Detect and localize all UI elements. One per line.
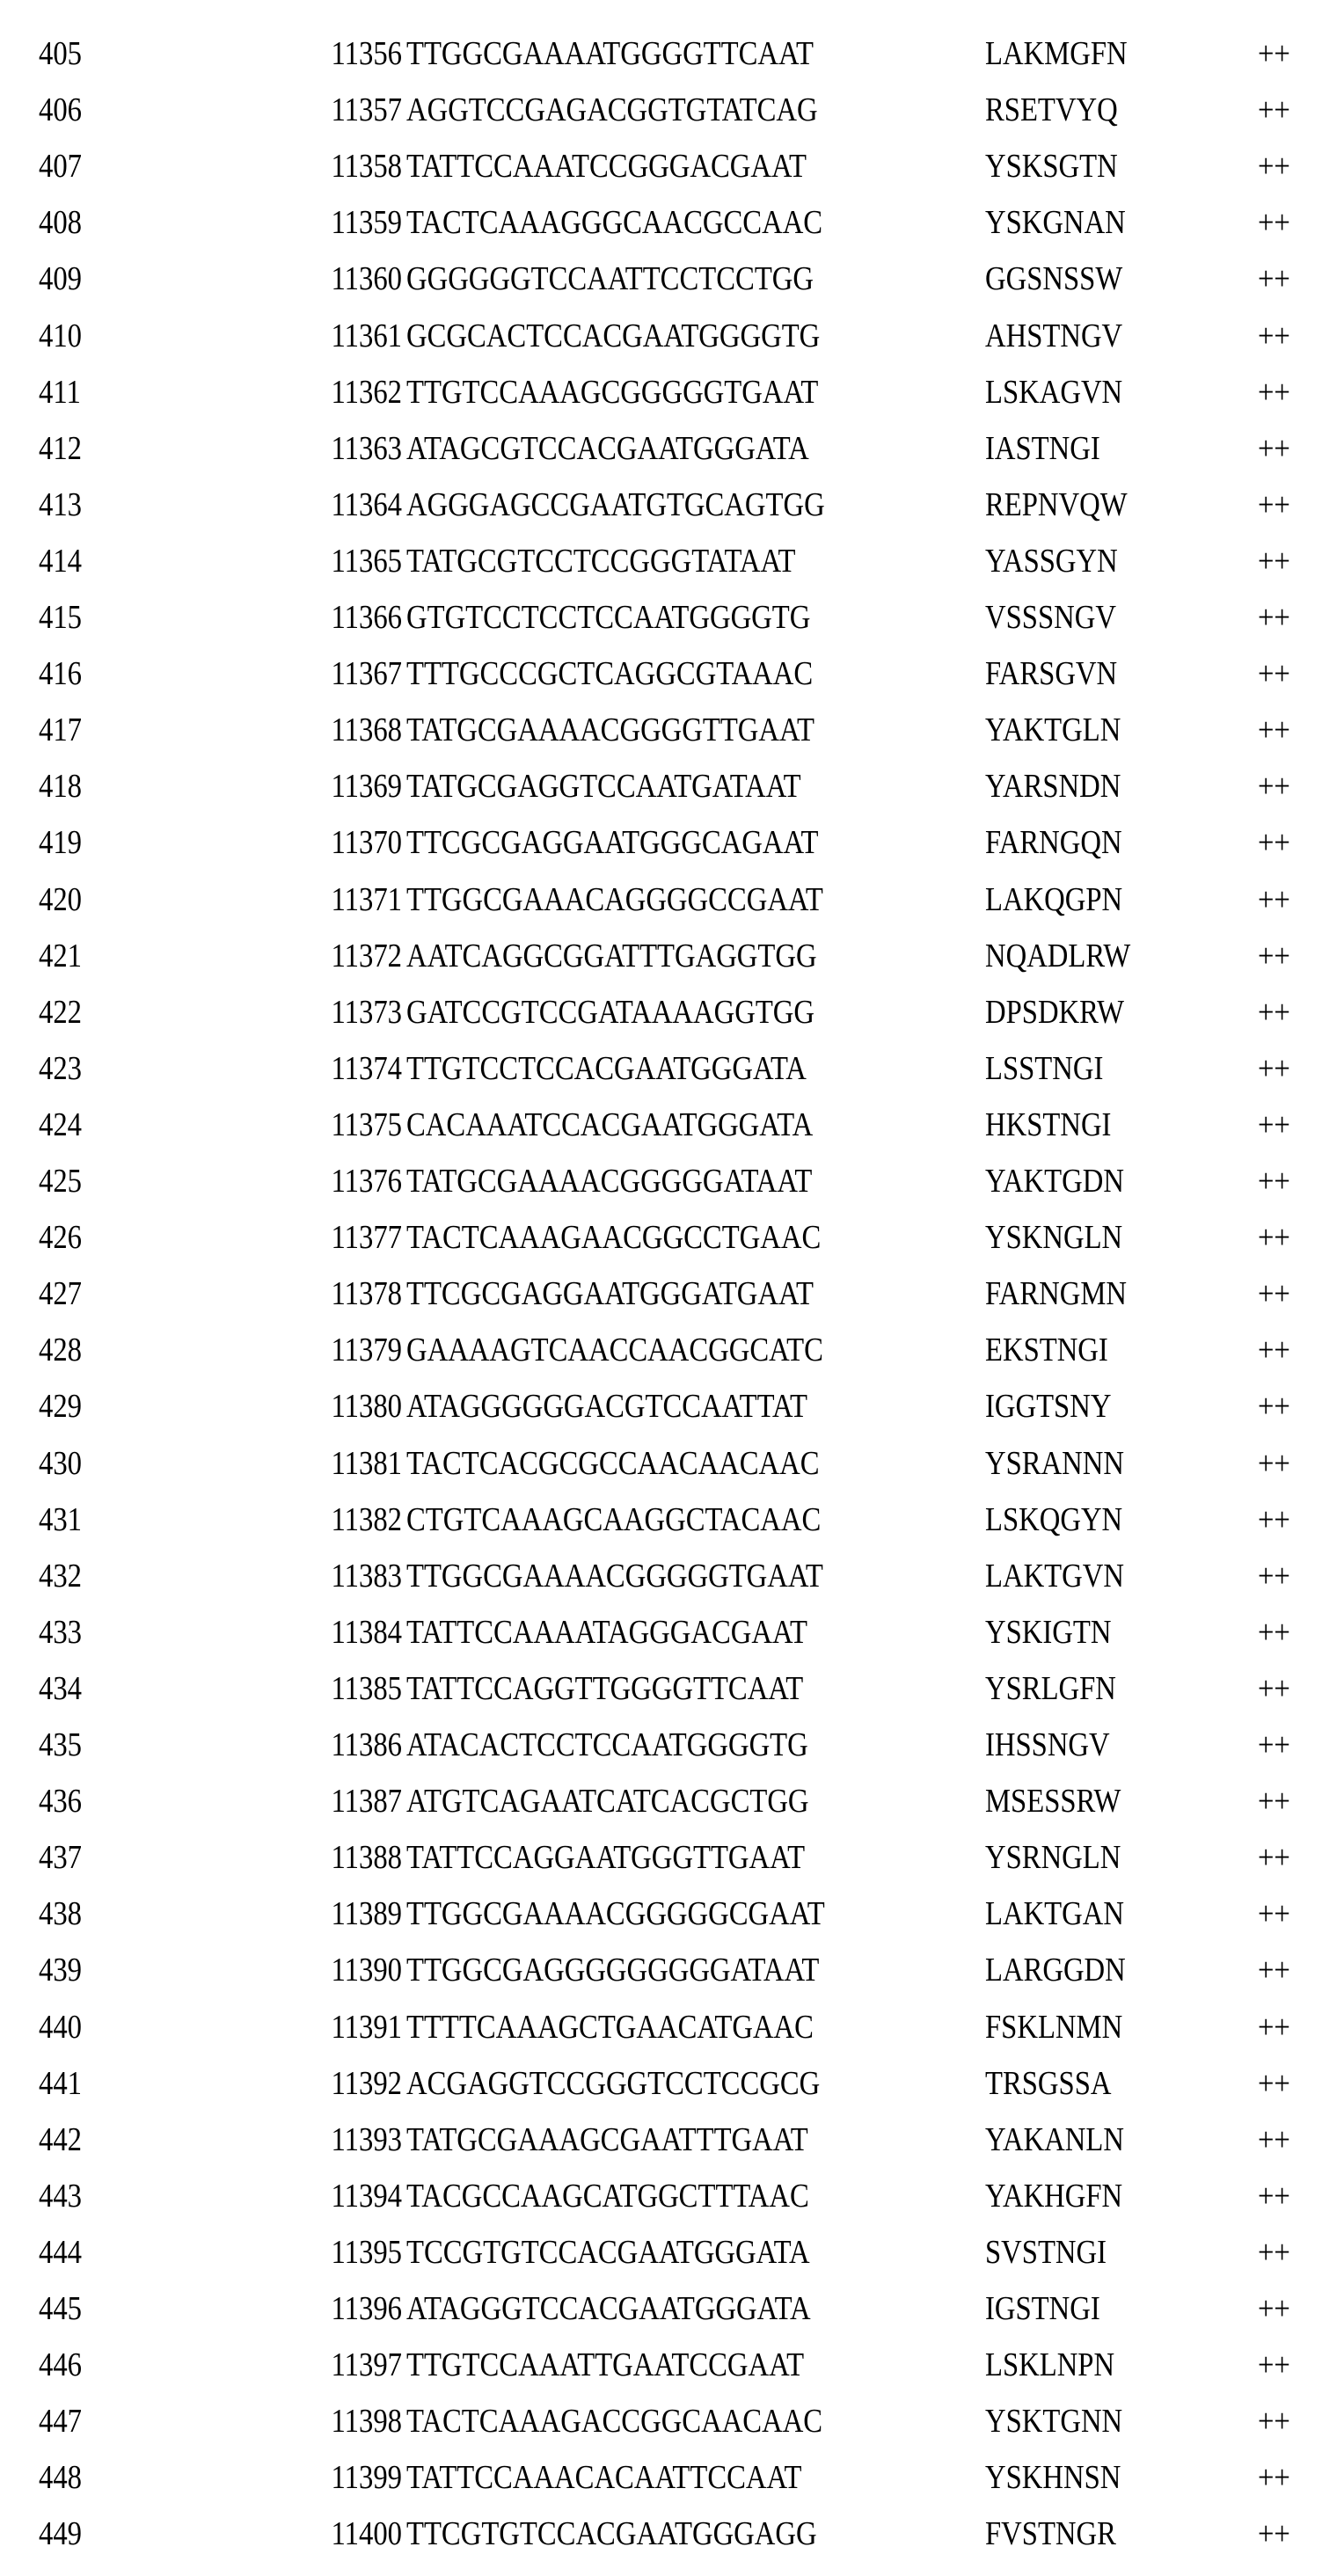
peptide-sequence: RSETVYQ: [985, 82, 1118, 138]
dna-sequence: TATTCCAAATCCGGGACGAAT: [406, 138, 807, 194]
seq-id: 11375: [318, 1097, 402, 1153]
dna-sequence: TCCGTGTCCACGAATGGGATA: [406, 2224, 810, 2280]
row-index: 447: [39, 2393, 82, 2449]
dna-sequence: TTCGCGAGGAATGGGCAGAAT: [406, 814, 818, 871]
dna-sequence: TTCGTGTCCACGAATGGGAGG: [406, 2506, 817, 2562]
seq-id: 11369: [318, 758, 402, 814]
peptide-sequence: FSKLNMN: [985, 1999, 1122, 2055]
activity-score: ++: [1258, 308, 1290, 364]
table-row: [0, 2506, 1344, 2562]
activity-score: ++: [1258, 1717, 1290, 1773]
activity-score: ++: [1258, 1378, 1290, 1434]
dna-sequence: TATTCCAGGTTGGGGTTCAAT: [406, 1660, 803, 1717]
seq-id: 11388: [318, 1829, 402, 1886]
row-index: 438: [39, 1886, 82, 1942]
table-row: [0, 1153, 1344, 1209]
peptide-sequence: LAKTGVN: [985, 1548, 1124, 1604]
dna-sequence: ATAGGGTCCACGAATGGGATA: [406, 2280, 811, 2337]
peptide-sequence: YASSGYN: [985, 533, 1118, 589]
table-row: [0, 1492, 1344, 1548]
dna-sequence: TACTCAAAGGGCAACGCCAAC: [406, 194, 822, 251]
dna-sequence: ACGAGGTCCGGGTCCTCCGCG: [406, 2055, 820, 2112]
table-row: [0, 1660, 1344, 1717]
peptide-sequence: REPNVQW: [985, 477, 1128, 533]
peptide-sequence: IHSSNGV: [985, 1717, 1110, 1773]
peptide-sequence: IGGTSNY: [985, 1378, 1111, 1434]
dna-sequence: TATTCCAAACACAATTCCAAT: [406, 2449, 801, 2506]
dna-sequence: TTTTCAAAGCTGAACATGAAC: [406, 1999, 814, 2055]
table-row: [0, 2224, 1344, 2280]
row-index: 430: [39, 1435, 82, 1492]
dna-sequence: TTGGCGAAAATGGGGTTCAAT: [406, 26, 814, 82]
dna-sequence: TTGGCGAAACAGGGGCCGAAT: [406, 872, 823, 928]
row-index: 444: [39, 2224, 82, 2280]
row-index: 429: [39, 1378, 82, 1434]
peptide-sequence: LSKQGYN: [985, 1492, 1122, 1548]
row-index: 410: [39, 308, 82, 364]
activity-score: ++: [1258, 702, 1290, 758]
table-row: [0, 814, 1344, 871]
activity-score: ++: [1258, 2224, 1290, 2280]
peptide-sequence: NQADLRW: [985, 928, 1130, 984]
dna-sequence: TACTCACGCGCCAACAACAAC: [406, 1435, 819, 1492]
table-row: [0, 2280, 1344, 2337]
peptide-sequence: LSKLNPN: [985, 2337, 1114, 2393]
peptide-sequence: EKSTNGI: [985, 1322, 1108, 1378]
dna-sequence: TTCGCGAGGAATGGGATGAAT: [406, 1266, 814, 1322]
row-index: 440: [39, 1999, 82, 2055]
dna-sequence: TTGGCGAAAACGGGGGTGAAT: [406, 1548, 823, 1604]
activity-score: ++: [1258, 814, 1290, 871]
table-row: [0, 1829, 1344, 1886]
table-row: [0, 2337, 1344, 2393]
seq-id: 11396: [318, 2280, 402, 2337]
table-row: [0, 1322, 1344, 1378]
row-index: 449: [39, 2506, 82, 2562]
activity-score: ++: [1258, 364, 1290, 420]
peptide-sequence: SVSTNGI: [985, 2224, 1107, 2280]
peptide-sequence: LAKMGFN: [985, 26, 1128, 82]
peptide-sequence: DPSDKRW: [985, 984, 1124, 1040]
seq-id: 11397: [318, 2337, 402, 2393]
peptide-sequence: YSKSGTN: [985, 138, 1118, 194]
peptide-sequence: YSKIGTN: [985, 1604, 1111, 1660]
peptide-sequence: YSRLGFN: [985, 1660, 1116, 1717]
table-row: [0, 1942, 1344, 1998]
row-index: 412: [39, 420, 82, 477]
seq-id: 11370: [318, 814, 402, 871]
activity-score: ++: [1258, 2449, 1290, 2506]
activity-score: ++: [1258, 1604, 1290, 1660]
table-row: [0, 928, 1344, 984]
peptide-sequence: MSESSRW: [985, 1773, 1121, 1829]
peptide-sequence: YARSNDN: [985, 758, 1121, 814]
peptide-sequence: TRSGSSA: [985, 2055, 1111, 2112]
row-index: 422: [39, 984, 82, 1040]
row-index: 407: [39, 138, 82, 194]
dna-sequence: TACTCAAAGACCGGCAACAAC: [406, 2393, 822, 2449]
peptide-sequence: YAKTGDN: [985, 1153, 1124, 1209]
dna-sequence: AGGTCCGAGACGGTGTATCAG: [406, 82, 818, 138]
table-row: [0, 308, 1344, 364]
seq-id: 11360: [318, 251, 402, 307]
dna-sequence: TTGGCGAAAACGGGGGCGAAT: [406, 1886, 825, 1942]
activity-score: ++: [1258, 984, 1290, 1040]
peptide-sequence: LSSTNGI: [985, 1040, 1103, 1097]
seq-id: 11380: [318, 1378, 402, 1434]
activity-score: ++: [1258, 1886, 1290, 1942]
table-row: [0, 1097, 1344, 1153]
dna-sequence: ATGTCAGAATCATCACGCTGG: [406, 1773, 809, 1829]
dna-sequence: AGGGAGCCGAATGTGCAGTGG: [406, 477, 825, 533]
activity-score: ++: [1258, 2506, 1290, 2562]
row-index: 417: [39, 702, 82, 758]
row-index: 420: [39, 872, 82, 928]
row-index: 421: [39, 928, 82, 984]
peptide-sequence: LAKTGAN: [985, 1886, 1124, 1942]
row-index: 434: [39, 1660, 82, 1717]
peptide-sequence: AHSTNGV: [985, 308, 1122, 364]
peptide-sequence: YAKHGFN: [985, 2168, 1122, 2224]
table-row: [0, 1040, 1344, 1097]
row-index: 411: [39, 364, 81, 420]
activity-score: ++: [1258, 2055, 1290, 2112]
peptide-sequence: LAKQGPN: [985, 872, 1122, 928]
activity-score: ++: [1258, 2168, 1290, 2224]
activity-score: ++: [1258, 1097, 1290, 1153]
seq-id: 11393: [318, 2112, 402, 2168]
dna-sequence: GATCCGTCCGATAAAAGGTGG: [406, 984, 814, 1040]
row-index: 437: [39, 1829, 82, 1886]
peptide-sequence: LARGGDN: [985, 1942, 1126, 1998]
dna-sequence: TATTCCAAAATAGGGACGAAT: [406, 1604, 807, 1660]
table-row: [0, 1378, 1344, 1434]
row-index: 426: [39, 1209, 82, 1266]
table-row: [0, 758, 1344, 814]
seq-id: 11366: [318, 589, 402, 646]
dna-sequence: GCGCACTCCACGAATGGGGTG: [406, 308, 820, 364]
row-index: 439: [39, 1942, 82, 1998]
seq-id: 11373: [318, 984, 402, 1040]
seq-id: 11391: [318, 1999, 402, 2055]
table-row: [0, 646, 1344, 702]
seq-id: 11384: [318, 1604, 402, 1660]
peptide-sequence: FARSGVN: [985, 646, 1117, 702]
activity-score: ++: [1258, 533, 1290, 589]
table-row: [0, 82, 1344, 138]
activity-score: ++: [1258, 1492, 1290, 1548]
peptide-sequence: LSKAGVN: [985, 364, 1122, 420]
row-index: 408: [39, 194, 82, 251]
seq-id: 11381: [318, 1435, 402, 1492]
activity-score: ++: [1258, 1548, 1290, 1604]
seq-id: 11372: [318, 928, 402, 984]
seq-id: 11385: [318, 1660, 402, 1717]
activity-score: ++: [1258, 1942, 1290, 1998]
row-index: 423: [39, 1040, 82, 1097]
seq-id: 11362: [318, 364, 402, 420]
activity-score: ++: [1258, 26, 1290, 82]
table-row: [0, 984, 1344, 1040]
table-row: [0, 702, 1344, 758]
table-row: [0, 1999, 1344, 2055]
dna-sequence: TATGCGTCCTCCGGGTATAAT: [406, 533, 795, 589]
row-index: 425: [39, 1153, 82, 1209]
table-row: [0, 1435, 1344, 1492]
activity-score: ++: [1258, 1773, 1290, 1829]
table-row: [0, 364, 1344, 420]
peptide-sequence: FARNGQN: [985, 814, 1122, 871]
row-index: 409: [39, 251, 82, 307]
activity-score: ++: [1258, 477, 1290, 533]
row-index: 419: [39, 814, 82, 871]
row-index: 432: [39, 1548, 82, 1604]
table-row: [0, 589, 1344, 646]
activity-score: ++: [1258, 251, 1290, 307]
dna-sequence: AATCAGGCGGATTTGAGGTGG: [406, 928, 817, 984]
row-index: 416: [39, 646, 82, 702]
activity-score: ++: [1258, 758, 1290, 814]
row-index: 442: [39, 2112, 82, 2168]
table-row: [0, 1209, 1344, 1266]
activity-score: ++: [1258, 1266, 1290, 1322]
seq-id: 11382: [318, 1492, 402, 1548]
dna-sequence: TATGCGAAAGCGAATTTGAAT: [406, 2112, 808, 2168]
table-row: [0, 420, 1344, 477]
row-index: 413: [39, 477, 82, 533]
activity-score: ++: [1258, 1660, 1290, 1717]
peptide-sequence: IGSTNGI: [985, 2280, 1100, 2337]
dna-sequence: TTTGCCCGCTCAGGCGTAAAC: [406, 646, 813, 702]
activity-score: ++: [1258, 420, 1290, 477]
seq-id: 11361: [318, 308, 402, 364]
activity-score: ++: [1258, 1153, 1290, 1209]
activity-score: ++: [1258, 1999, 1290, 2055]
dna-sequence: CACAAATCCACGAATGGGATA: [406, 1097, 813, 1153]
row-index: 448: [39, 2449, 82, 2506]
peptide-sequence: FARNGMN: [985, 1266, 1127, 1322]
row-index: 433: [39, 1604, 82, 1660]
seq-id: 11368: [318, 702, 402, 758]
seq-id: 11371: [318, 872, 402, 928]
peptide-sequence: YSKHNSN: [985, 2449, 1121, 2506]
dna-sequence: GGGGGGTCCAATTCCTCCTGG: [406, 251, 814, 307]
seq-id: 11357: [318, 82, 402, 138]
peptide-sequence: FVSTNGR: [985, 2506, 1116, 2562]
dna-sequence: CTGTCAAAGCAAGGCTACAAC: [406, 1492, 821, 1548]
dna-sequence: TATTCCAGGAATGGGTTGAAT: [406, 1829, 805, 1886]
activity-score: ++: [1258, 1209, 1290, 1266]
row-index: 428: [39, 1322, 82, 1378]
activity-score: ++: [1258, 2112, 1290, 2168]
table-row: [0, 1548, 1344, 1604]
seq-id: 11374: [318, 1040, 402, 1097]
seq-id: 11400: [318, 2506, 402, 2562]
seq-id: 11378: [318, 1266, 402, 1322]
seq-id: 11358: [318, 138, 402, 194]
peptide-sequence: YSKNGLN: [985, 1209, 1122, 1266]
dna-sequence: TTGTCCTCCACGAATGGGATA: [406, 1040, 807, 1097]
table-row: [0, 2168, 1344, 2224]
table-row: [0, 2449, 1344, 2506]
activity-score: ++: [1258, 82, 1290, 138]
seq-id: 11377: [318, 1209, 402, 1266]
table-row: [0, 533, 1344, 589]
activity-score: ++: [1258, 646, 1290, 702]
seq-id: 11386: [318, 1717, 402, 1773]
seq-id: 11392: [318, 2055, 402, 2112]
peptide-sequence: YSRNGLN: [985, 1829, 1121, 1886]
row-index: 405: [39, 26, 82, 82]
seq-id: 11359: [318, 194, 402, 251]
table-row: [0, 872, 1344, 928]
activity-score: ++: [1258, 1435, 1290, 1492]
seq-id: 11379: [318, 1322, 402, 1378]
activity-score: ++: [1258, 1322, 1290, 1378]
seq-id: 11399: [318, 2449, 402, 2506]
table-row: [0, 1717, 1344, 1773]
seq-id: 11390: [318, 1942, 402, 1998]
row-index: 446: [39, 2337, 82, 2393]
peptide-sequence: YSRANNN: [985, 1435, 1124, 1492]
seq-id: 11389: [318, 1886, 402, 1942]
peptide-sequence: IASTNGI: [985, 420, 1100, 477]
seq-id: 11395: [318, 2224, 402, 2280]
dna-sequence: TATGCGAGGTCCAATGATAAT: [406, 758, 801, 814]
activity-score: ++: [1258, 928, 1290, 984]
row-index: 427: [39, 1266, 82, 1322]
row-index: 443: [39, 2168, 82, 2224]
peptide-sequence: YAKTGLN: [985, 702, 1121, 758]
table-row: [0, 1886, 1344, 1942]
seq-id: 11383: [318, 1548, 402, 1604]
activity-score: ++: [1258, 1040, 1290, 1097]
row-index: 441: [39, 2055, 82, 2112]
dna-sequence: TACGCCAAGCATGGCTTTAAC: [406, 2168, 809, 2224]
peptide-sequence: YAKANLN: [985, 2112, 1124, 2168]
table-row: [0, 194, 1344, 251]
table-row: [0, 1266, 1344, 1322]
table-row: [0, 477, 1344, 533]
peptide-sequence: YSKTGNN: [985, 2393, 1122, 2449]
row-index: 436: [39, 1773, 82, 1829]
row-index: 435: [39, 1717, 82, 1773]
seq-id: 11367: [318, 646, 402, 702]
row-index: 406: [39, 82, 82, 138]
activity-score: ++: [1258, 194, 1290, 251]
row-index: 445: [39, 2280, 82, 2337]
table-row: [0, 138, 1344, 194]
dna-sequence: TATGCGAAAACGGGGGATAAT: [406, 1153, 812, 1209]
activity-score: ++: [1258, 2280, 1290, 2337]
seq-id: 11364: [318, 477, 402, 533]
seq-id: 11394: [318, 2168, 402, 2224]
peptide-sequence: GGSNSSW: [985, 251, 1122, 307]
table-row: [0, 1773, 1344, 1829]
dna-sequence: ATAGGGGGGACGTCCAATTAT: [406, 1378, 807, 1434]
dna-sequence: GTGTCCTCCTCCAATGGGGTG: [406, 589, 810, 646]
table-row: [0, 251, 1344, 307]
peptide-sequence: YSKGNAN: [985, 194, 1126, 251]
dna-sequence: TATGCGAAAACGGGGTTGAAT: [406, 702, 814, 758]
activity-score: ++: [1258, 872, 1290, 928]
activity-score: ++: [1258, 138, 1290, 194]
row-index: 431: [39, 1492, 82, 1548]
row-index: 414: [39, 533, 82, 589]
table-row: [0, 2393, 1344, 2449]
dna-sequence: TTGTCCAAATTGAATCCGAAT: [406, 2337, 804, 2393]
dna-sequence: ATACACTCCTCCAATGGGGTG: [406, 1717, 808, 1773]
activity-score: ++: [1258, 2393, 1290, 2449]
seq-id: 11398: [318, 2393, 402, 2449]
seq-id: 11363: [318, 420, 402, 477]
peptide-sequence: HKSTNGI: [985, 1097, 1111, 1153]
table-row: [0, 1604, 1344, 1660]
activity-score: ++: [1258, 1829, 1290, 1886]
dna-sequence: GAAAAGTCAACCAACGGCATC: [406, 1322, 823, 1378]
peptide-sequence: VSSSNGV: [985, 589, 1116, 646]
dna-sequence: TACTCAAAGAACGGCCTGAAC: [406, 1209, 821, 1266]
row-index: 415: [39, 589, 82, 646]
dna-sequence: ATAGCGTCCACGAATGGGATA: [406, 420, 809, 477]
seq-id: 11365: [318, 533, 402, 589]
seq-id: 11356: [318, 26, 402, 82]
activity-score: ++: [1258, 589, 1290, 646]
seq-id: 11376: [318, 1153, 402, 1209]
row-index: 424: [39, 1097, 82, 1153]
table-row: [0, 26, 1344, 82]
row-index: 418: [39, 758, 82, 814]
dna-sequence: TTGTCCAAAGCGGGGGTGAAT: [406, 364, 818, 420]
activity-score: ++: [1258, 2337, 1290, 2393]
table-row: [0, 2112, 1344, 2168]
table-row: [0, 2055, 1344, 2112]
seq-id: 11387: [318, 1773, 402, 1829]
dna-sequence: TTGGCGAGGGGGGGGGATAAT: [406, 1942, 819, 1998]
